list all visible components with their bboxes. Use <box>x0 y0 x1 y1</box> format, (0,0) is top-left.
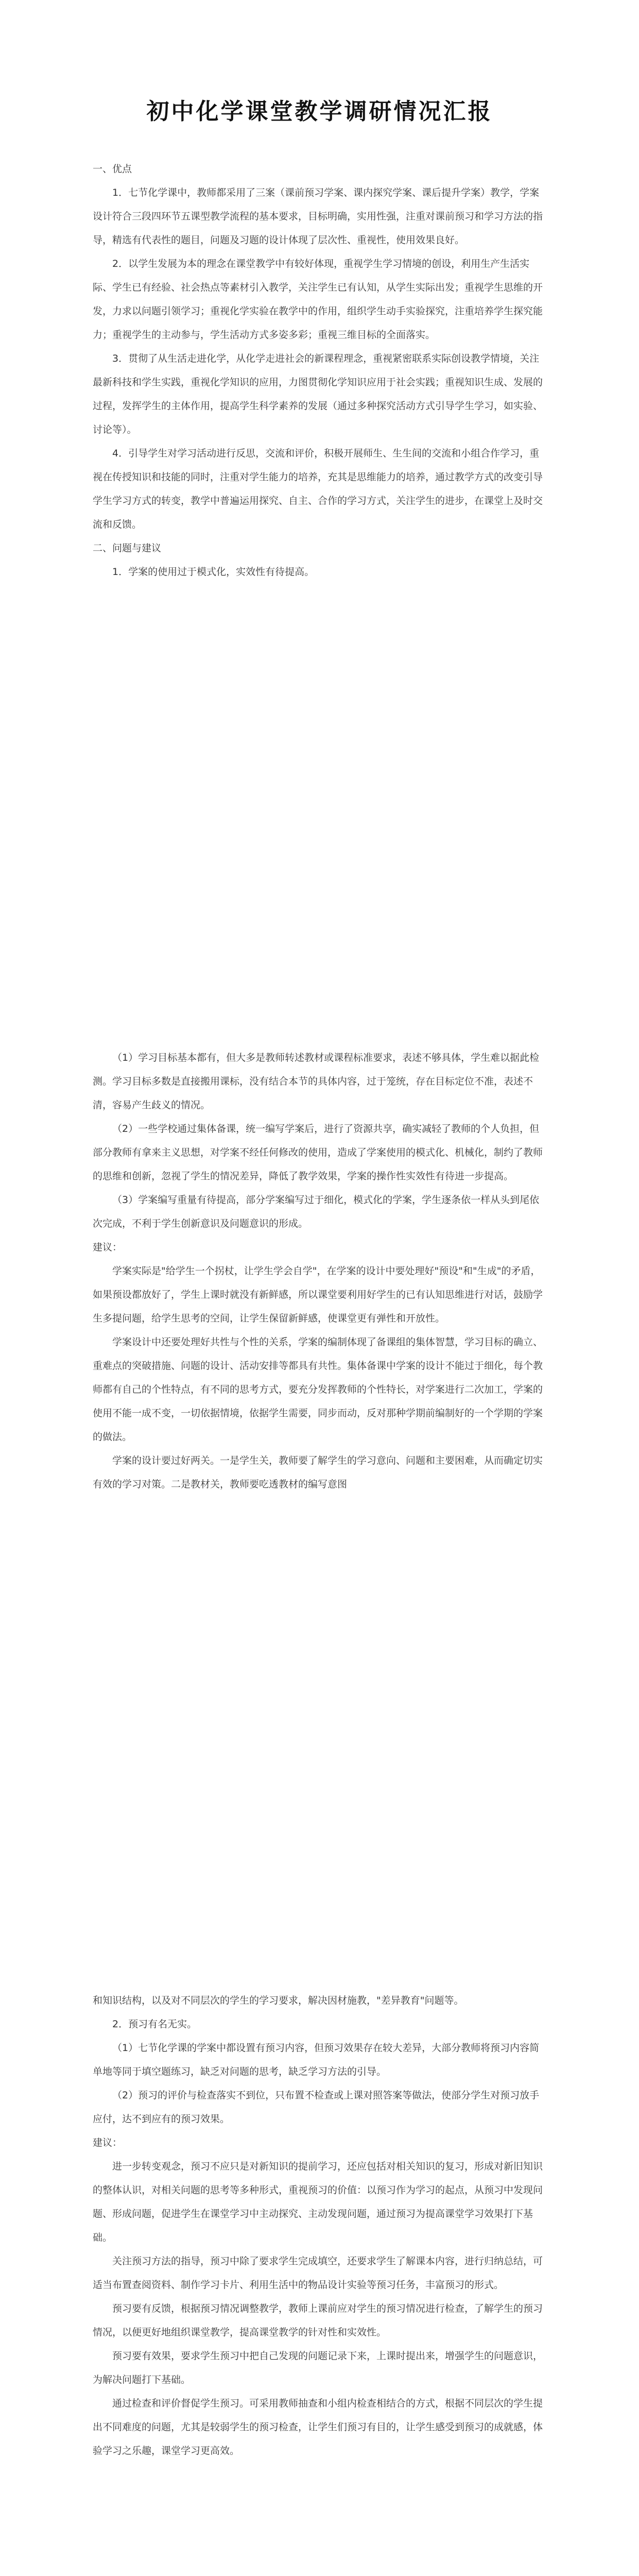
paragraph: （2）预习的评价与检查落实不到位，只布置不检查或上课对照答案等做法，使部分学生对预习放手应付，达不到应有的预习效果。 <box>93 2090 540 2125</box>
paragraph: 2．以学生发展为本的理念在课堂教学中有较好体现，重视学生学习情境的创设，利用生产生活实际、学生已有经验、社会热点等素材引入教学，关注学生已有认知，从学生实际出发；重视学生思维的开发，力求以问题引领学习；重视化学实验在教学中的作用，组织学生动手实验探究，注重培养学生探究能力；重视学生的主动参与，学生活动方式多姿多彩；重视三维目标的全面落实。 <box>93 258 543 341</box>
paragraph: 1．学案的使用过于模式化，实效性有待提高。 <box>112 566 315 578</box>
paragraph: 学案的设计要过好两关。一是学生关，教师要了解学生的学习意向、问题和主要困难，从而确定切实有效的学习对策。二是教材关，教师要吃透教材的编写意图 <box>93 1455 543 1490</box>
paragraph: （2）一些学校通过集体备课，统一编写学案后，进行了资源共享，确实减轻了教师的个人负担，但部分教师有拿来主义思想，对学案不经任何修改的使用，造成了学案使用的模式化、机械化，制约了教师的思维和创新，忽视了学生的情况差异，降低了教学效果，学案的操作性实效性有待进一步提高。 <box>93 1123 543 1182</box>
paragraph: 学案实际是"给学生一个拐杖，让学生学会自学"，在学案的设计中要处理好"预设"和"生成"的矛盾，如果预设都放好了，学生上课时就没有新鲜感，所以课堂要利用好学生的已有认知思维进行对话，鼓励学生多提问题，给学生思考的空间，让学生保留新鲜感，使课堂更有弹性和开放性。 <box>93 1265 543 1324</box>
paragraph: （1）七节化学课的学案中都设置有预习内容，但预习效果存在较大差异，大部分教师将预习内容简单地等同于填空题练习，缺乏对问题的思考，缺乏学习方法的引导。 <box>93 2042 540 2077</box>
section-problems-1 <box>93 1046 546 1496</box>
paragraph: 通过检查和评价督促学生预习。可采用教师抽查和小组内检查相结合的方式，根据不同层次的学生提出不同难度的问题，尤其是较弱学生的预习检查，让学生们预习有目的，让学生感受到预习的成就感，体验学习之乐趣，课堂学习更高效。 <box>93 2398 543 2456</box>
paragraph: 1．七节化学课中，教师都采用了三案（课前预习学案、课内探究学案、课后提升学案）教学，学案设计符合三段四环节五课型教学流程的基本要求，目标明确，实用性强，注重对课前预习和学习方法的指导，精选有代表性的题目，问题及习题的设计体现了层次性、重视性，使用效果良好。 <box>93 187 543 246</box>
section-heading: 二、问题与建议 <box>93 543 162 554</box>
paragraph: 预习要有效果，要求学生预习中把自己发现的问题记录下来，上课时提出来，增强学生的问题意识，为解决问题打下基础。 <box>93 2350 543 2385</box>
paragraph: 3．贯彻了从生活走进化学，从化学走进社会的新课程理念，重视紧密联系实际创设教学情境，关注最新科技和学生实践，重视化学知识的应用，力图贯彻化学知识应用于社会实践；重视知识生成、发展的过程，发挥学生的主体作用，提高学生科学素养的发展（通过多种探究活动方式引导学生学习，如实验、讨论等）。 <box>93 353 543 435</box>
paragraph: 预习要有反馈，根据预习情况调整教学，教师上课前应对学生的预习情况进行检查，了解学生的预习情况，以便更好地组织课堂教学，提高课堂教学的针对性和实效性。 <box>93 2303 543 2338</box>
suggestion-heading: 建议： <box>93 2137 123 2148</box>
paragraph: 进一步转变观念，预习不应只是对新知识的提前学习，还应包括对相关知识的复习，形成对新旧知识的整体认识，对相关问题的思考等多种形式，重视预习的价值：以预习作为学习的起点，从预习中发现问题、形成问题，促进学生在课堂学习中主动探究、主动发现问题，通过预习为提高课堂学习效果打下基础。 <box>93 2161 543 2243</box>
paragraph: 学案设计中还要处理好共性与个性的关系，学案的编制体现了备课组的集体智慧，学习目标的确立、重难点的突破措施、问题的设计、活动安排等都具有共性。集体备课中学案的设计不能过于细化，每个教师都有自己的个性特点，有不同的思考方式，要充分发挥教师的个性特长，对学案进行二次加工，学案的使用不能一成不变，一切依据情境，依据学生需要，同步而动，反对那种学期前编制好的一个学期的学案的做法。 <box>93 1336 543 1443</box>
paragraph: （1）学习目标基本都有，但大多是教师转述教材或课程标准要求，表述不够具体，学生难以据此检测。学习目标多数是直接搬用课标，没有结合本节的具体内容，过于笼统，存在目标定位不准，表述不清，容易产生歧义的情况。 <box>93 1052 540 1111</box>
suggestion-heading: 建议： <box>93 1242 123 1253</box>
paragraph: （3）学案编写重量有待提高，部分学案编写过于细化，模式化的学案，学生逐条依一样从头到尾依次完成，不利于学生创新意识及问题意识的形成。 <box>93 1194 540 1229</box>
paragraph: 关注预习方法的指导，预习中除了要求学生完成填空，还要求学生了解课本内容，进行归纳总结，可适当布置查阅资料、制作学习卡片、利用生活中的物品设计实验等预习任务，丰富预习的形式。 <box>93 2256 543 2291</box>
section-strengths <box>93 157 546 584</box>
section-problems-2 <box>93 1989 546 2463</box>
paragraph: 和知识结构，以及对不同层次的学生的学习要求，解决因材施教，"差异教育"问题等。 <box>93 1995 464 2006</box>
section-heading: 一、优点 <box>93 163 132 175</box>
paragraph: 2．预习有名无实。 <box>112 2019 197 2030</box>
document-title: 初中化学课堂教学调研情况汇报 <box>146 98 493 125</box>
paragraph: 4．引导学生对学习活动进行反思，交流和评价，积极开展师生、生生间的交流和小组合作学习，重视在传授知识和技能的同时，注重对学生能力的培养，充其是思维能力的培养，通过教学方式的改变引导学生学习方式的转变，教学中普遍运用探究、自主、合作的学习方式，关注学生的进步，在课堂上及时交流和反馈。 <box>93 448 543 530</box>
